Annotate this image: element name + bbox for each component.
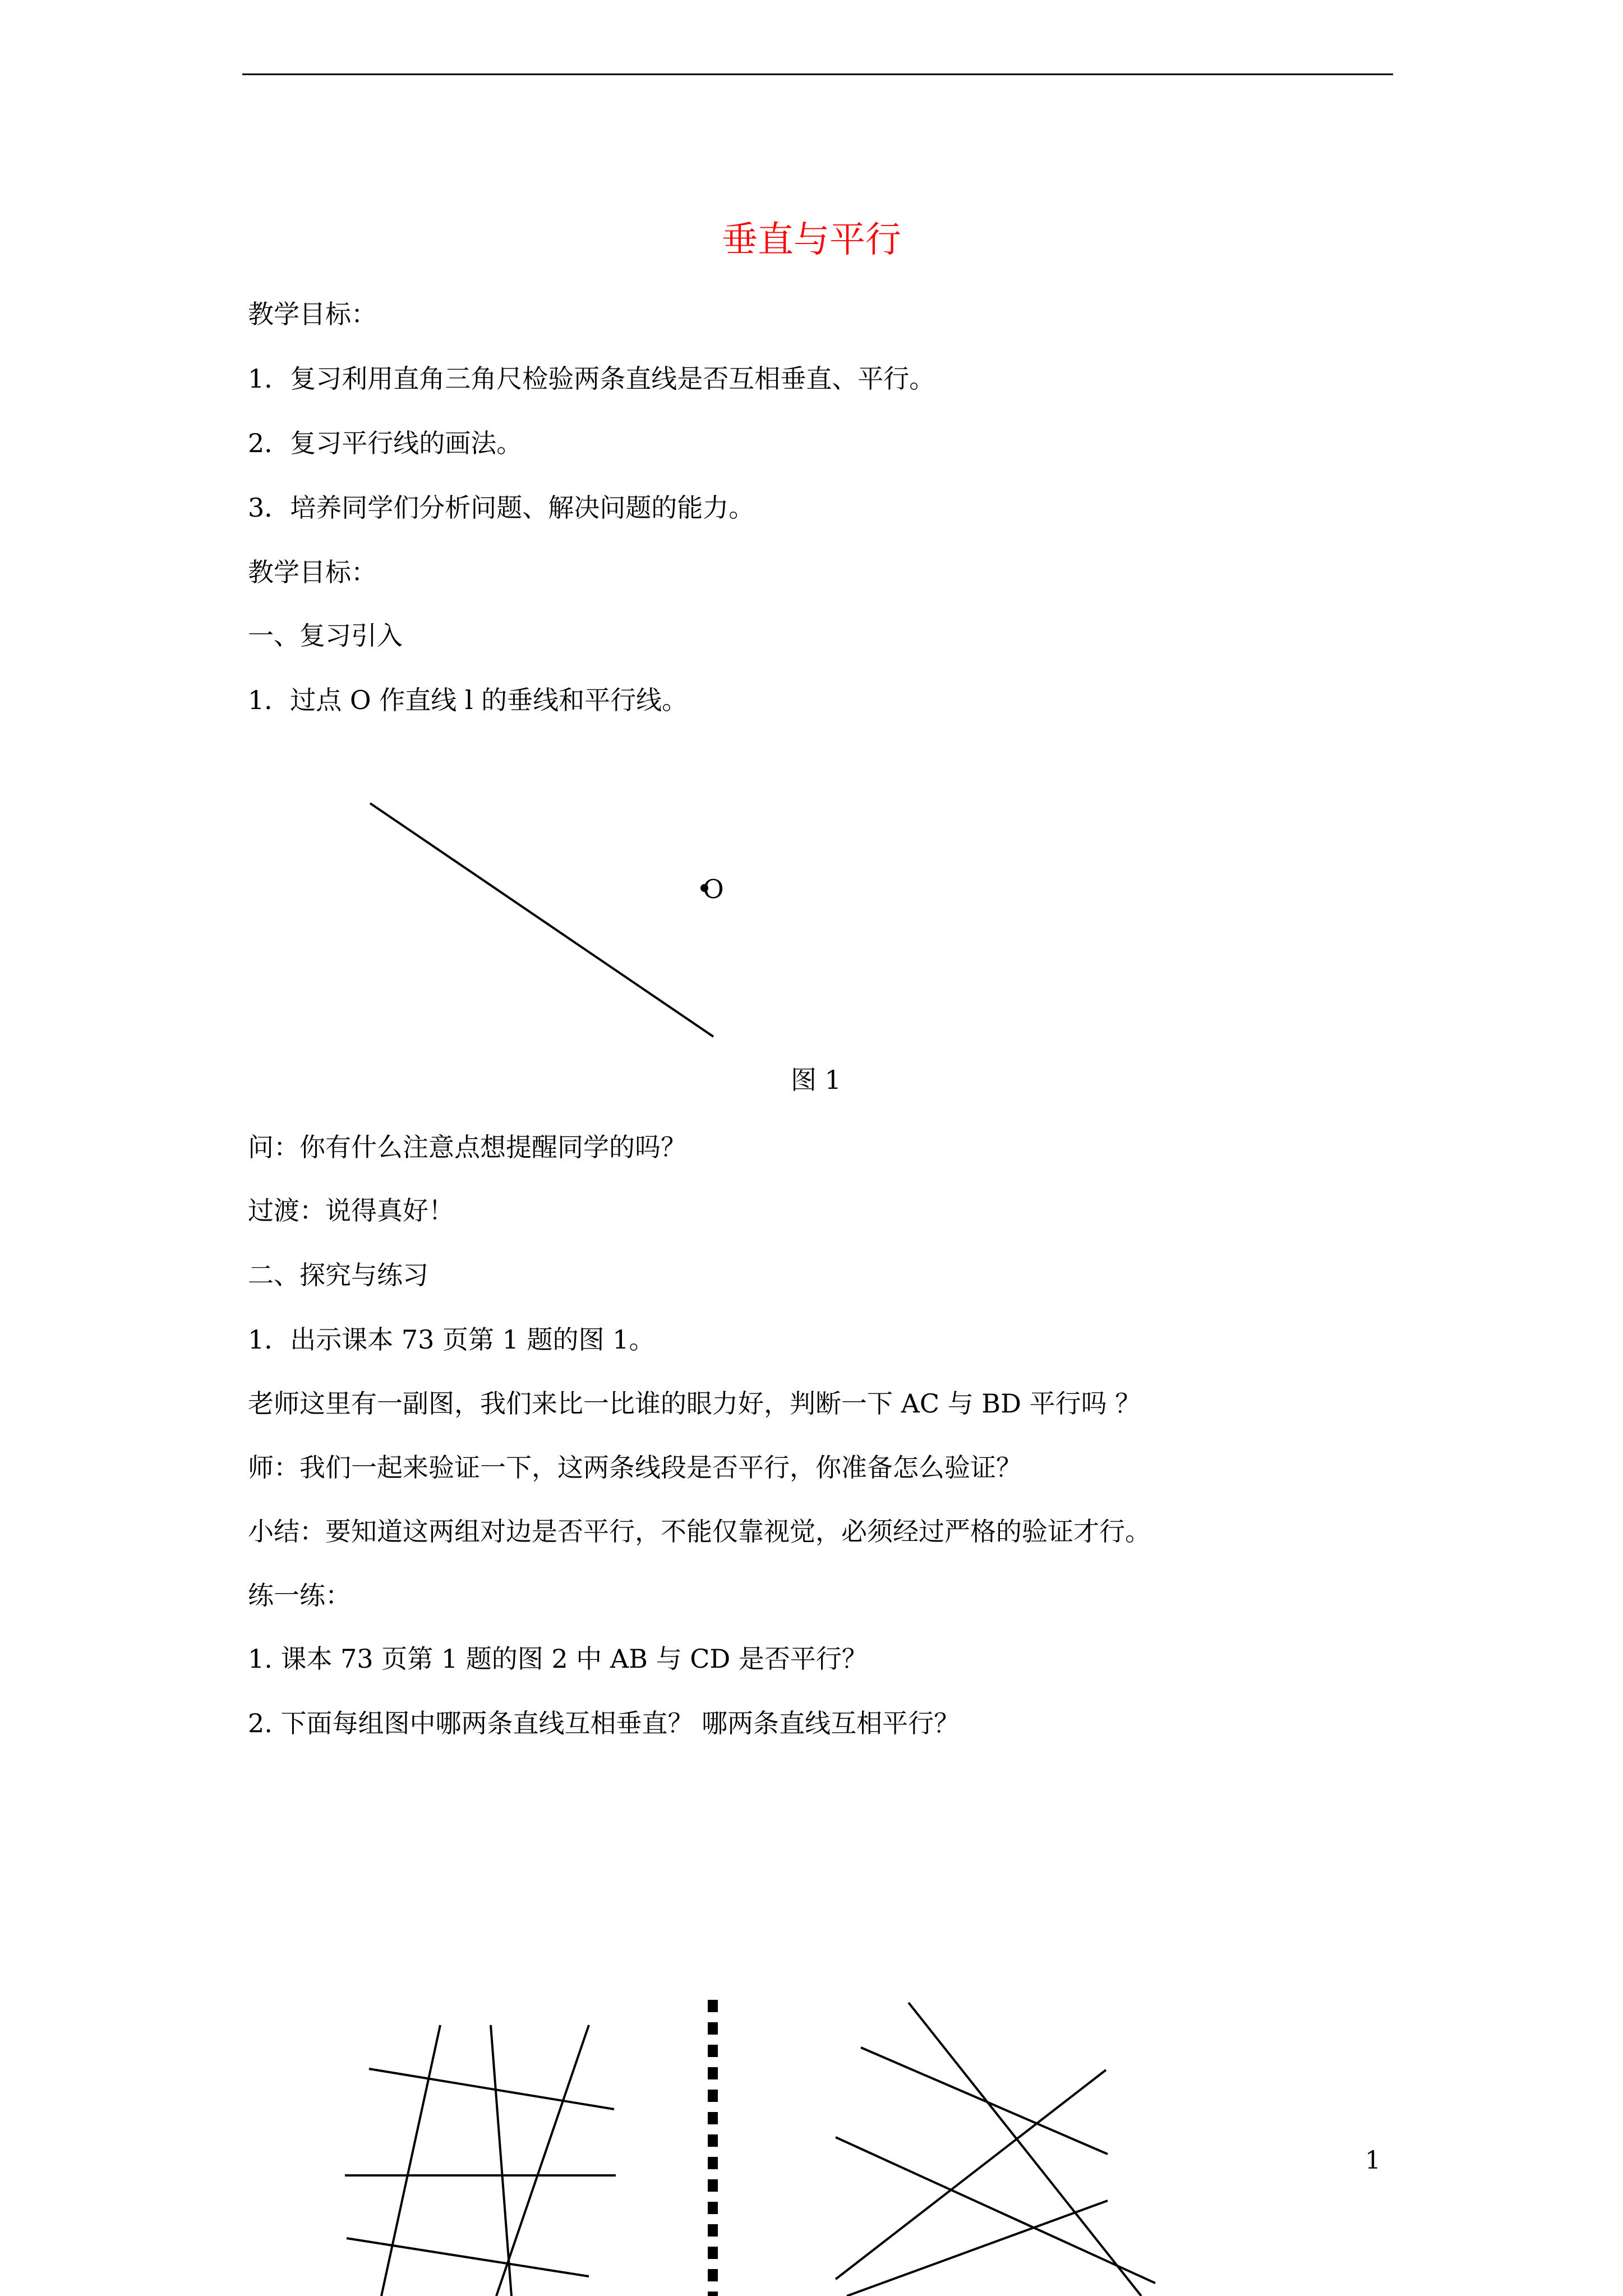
teacher-statement: 老师这里有一副图，我们来比一比谁的眼力好，判断一下 AC 与 BD 平行吗 ？ [248, 1388, 1141, 1419]
line-group-right [836, 2003, 1155, 2296]
left-line-1 [381, 2025, 440, 2296]
right-line-1 [909, 2003, 1141, 2296]
right-line-4 [836, 2070, 1106, 2279]
line-group-left [345, 2025, 616, 2296]
objective-item-3: 3．培养同学们分析问题、解决问题的能力。 [248, 493, 755, 523]
left-line-2 [491, 2025, 511, 2296]
practice-item-1: 1. 课本 73 页第 1 题的图 2 中 AB 与 CD 是否平行？ [248, 1644, 868, 1674]
document-title: 垂直与平行 [722, 219, 901, 261]
practice-heading: 练一练： [248, 1580, 351, 1611]
section-heading-objectives-2: 教学目标： [248, 557, 377, 587]
point-o-label: O [703, 874, 724, 904]
left-line-6 [347, 2238, 589, 2276]
page-number: 1 [1365, 2146, 1381, 2175]
objective-item-1: 1．复习利用直角三角尺检验两条直线是否互相垂直、平行。 [248, 364, 935, 394]
figure-1-caption: 图 1 [791, 1065, 841, 1095]
right-line-2 [861, 2047, 1108, 2154]
question-text: 问：你有什么注意点想提醒同学的吗？ [248, 1132, 686, 1162]
transition-text: 过渡：说得真好！ [248, 1195, 454, 1226]
teacher-question: 师：我们一起来验证一下，这两条线段是否平行，你准备怎么验证？ [248, 1452, 1022, 1483]
section-heading-review: 一、复习引入 [248, 620, 403, 651]
section-heading-explore: 二、探究与练习 [248, 1260, 428, 1290]
right-line-3 [836, 2137, 1155, 2283]
objective-item-2: 2．复习平行线的画法。 [248, 428, 523, 458]
right-line-5 [847, 2201, 1108, 2296]
left-line-3 [496, 2025, 589, 2296]
section-heading-objectives: 教学目标： [248, 299, 377, 329]
left-line-4 [369, 2069, 614, 2109]
review-item-1: 1．过点 O 作直线 l 的垂线和平行线。 [248, 685, 688, 715]
summary-text: 小结：要知道这两组对边是否平行，不能仅靠视觉，必须经过严格的验证才行。 [248, 1516, 1151, 1547]
explore-item-1: 1．出示课本 73 页第 1 题的图 1。 [248, 1324, 655, 1355]
practice-item-2: 2. 下面每组图中哪两条直线互相垂直？ 哪两条直线互相平行？ [248, 1708, 960, 1738]
